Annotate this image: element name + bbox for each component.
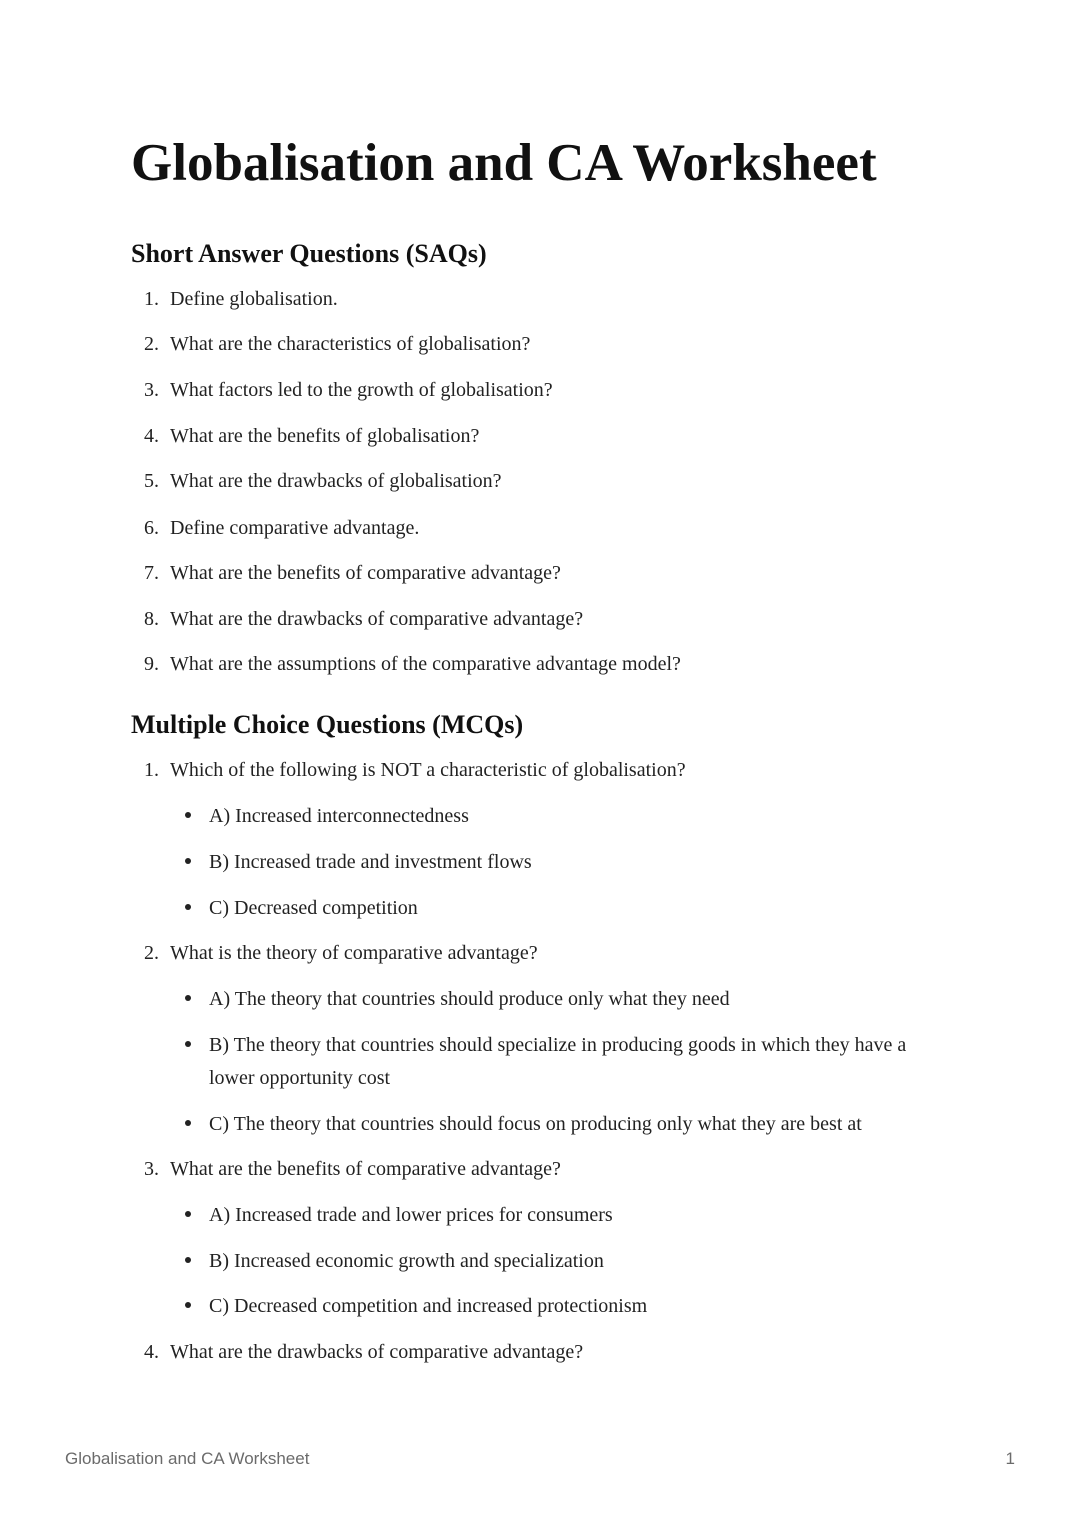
question-number: 6.	[144, 517, 159, 539]
option-text: C) Decreased competition	[209, 897, 418, 919]
question-text: What are the benefits of comparative advantage?	[170, 1158, 561, 1180]
option-text: A) Increased interconnectedness	[209, 805, 469, 827]
bullet-icon	[183, 1199, 195, 1229]
bullet-icon	[183, 846, 195, 876]
bullet-icon	[183, 1029, 195, 1059]
question-text: What are the drawbacks of comparative advantage?	[170, 608, 584, 630]
option-text: C) The theory that countries should focus on producing only what they are best at	[209, 1113, 862, 1135]
question-number: 1.	[144, 759, 159, 781]
mcq-heading: Multiple Choice Questions (MCQs)	[131, 710, 524, 739]
question-number: 1.	[144, 288, 159, 310]
bullet-icon	[183, 1290, 195, 1320]
question-text: What is the theory of comparative advantage?	[170, 942, 538, 964]
page-title: Globalisation and CA Worksheet	[131, 134, 877, 192]
question-text: What are the benefits of comparative advantage?	[170, 562, 561, 584]
question-number: 8.	[144, 608, 159, 630]
question-text: What are the drawbacks of comparative advantage?	[170, 1341, 584, 1363]
option-text: A) The theory that countries should produce only what they need	[209, 988, 730, 1010]
bullet-icon	[183, 1108, 195, 1138]
question-number: 3.	[144, 379, 159, 401]
question-text: Which of the following is NOT a characteristic of globalisation?	[170, 759, 686, 781]
question-text: What are the drawbacks of globalisation?	[170, 470, 502, 492]
question-number: 9.	[144, 653, 159, 675]
saq-heading: Short Answer Questions (SAQs)	[131, 239, 487, 268]
page-number: 1	[1005, 1449, 1015, 1468]
bullet-icon	[183, 892, 195, 922]
option-text: B) The theory that countries should specialize in producing goods in which they have a lower opportunity cost	[209, 1034, 907, 1089]
question-number: 7.	[144, 562, 159, 584]
question-text: Define comparative advantage.	[170, 517, 420, 539]
question-number: 3.	[144, 1158, 159, 1180]
bullet-icon	[183, 800, 195, 830]
question-number: 4.	[144, 425, 159, 447]
option-text: B) Increased economic growth and specialization	[209, 1250, 604, 1272]
option-text: C) Decreased competition and increased protectionism	[209, 1295, 648, 1317]
question-number: 2.	[144, 333, 159, 355]
question-text: Define globalisation.	[170, 288, 338, 310]
question-number: 4.	[144, 1341, 159, 1363]
bullet-icon	[183, 983, 195, 1013]
question-number: 2.	[144, 942, 159, 964]
question-text: What are the characteristics of globalisation?	[170, 333, 531, 355]
bullet-icon	[183, 1245, 195, 1275]
option-text: B) Increased trade and investment flows	[209, 851, 532, 873]
question-text: What factors led to the growth of globalisation?	[170, 379, 553, 401]
question-text: What are the assumptions of the comparative advantage model?	[170, 653, 681, 675]
question-text: What are the benefits of globalisation?	[170, 425, 480, 447]
question-number: 5.	[144, 470, 159, 492]
footer-title: Globalisation and CA Worksheet	[65, 1449, 310, 1468]
option-text: A) Increased trade and lower prices for consumers	[209, 1204, 613, 1226]
